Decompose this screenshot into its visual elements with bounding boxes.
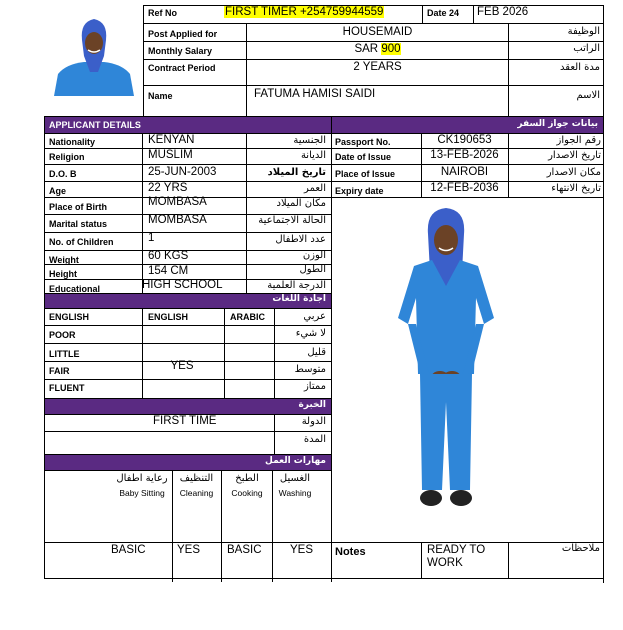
nationality-ar: الجنسية bbox=[293, 135, 326, 146]
ref-no-value: FIRST TIMER +254759944559 bbox=[225, 6, 384, 18]
place-of-issue-ar: مكان الاصدار bbox=[546, 167, 601, 178]
ref-no-label: Ref No bbox=[148, 8, 177, 18]
age-value: 22 YRS bbox=[148, 182, 188, 194]
contract-period-ar: مدة العقد bbox=[560, 62, 600, 73]
lang-fluent-label: FLUENT bbox=[49, 383, 85, 393]
skill-cleaning-value: YES bbox=[177, 544, 201, 556]
skill-babysitting-en: Baby Sitting bbox=[119, 488, 165, 498]
salary-currency: SAR bbox=[354, 43, 379, 55]
lang-poor-label: POOR bbox=[49, 330, 76, 340]
lang-fair-label: FAIR bbox=[49, 366, 70, 376]
post-applied-label: Post Applied for bbox=[148, 29, 218, 39]
religion-label: Religion bbox=[49, 152, 85, 162]
expiry-date-value: 12-FEB-2036 bbox=[430, 182, 499, 194]
lang-little-label: LITTLE bbox=[49, 349, 80, 359]
weight-label: Weight bbox=[49, 255, 79, 265]
contract-period-label: Contract Period bbox=[148, 63, 216, 73]
languages-col1: ENGLISH bbox=[49, 312, 90, 322]
applicant-details-bar: APPLICANT DETAILS bbox=[44, 117, 331, 133]
post-applied-value: HOUSEMAID bbox=[342, 26, 413, 38]
applicant-headshot-photo bbox=[44, 12, 144, 96]
languages-bar: اجادة اللغات bbox=[44, 293, 331, 308]
skill-washing-ar: الغسيل bbox=[279, 473, 311, 484]
education-label: Educational bbox=[49, 284, 101, 294]
passport-no-ar: رقم الجواز bbox=[556, 135, 601, 146]
applicant-full-body-photo bbox=[376, 206, 516, 516]
age-label: Age bbox=[49, 186, 67, 196]
name-value: FATUMA HAMISI SAIDI bbox=[254, 88, 376, 100]
experience-country-ar: الدولة bbox=[301, 416, 326, 427]
passport-details-bar: بيانات جواز السفر bbox=[331, 117, 603, 133]
marital-status-ar: الحالة الاجتماعية bbox=[258, 215, 326, 226]
name-label: Name bbox=[148, 91, 173, 101]
skill-washing-value: YES bbox=[290, 544, 314, 556]
skill-cleaning-en: Cleaning bbox=[179, 488, 214, 498]
education-ar: الدرجة العلمية bbox=[267, 280, 326, 291]
monthly-salary-label: Monthly Salary bbox=[148, 46, 213, 56]
experience-bar: الخبرة bbox=[44, 398, 331, 414]
expiry-date-label: Expiry date bbox=[335, 186, 384, 196]
place-of-issue-label: Place of Issue bbox=[335, 169, 396, 179]
place-of-birth-ar: مكان الميلاد bbox=[276, 198, 326, 209]
skill-cleaning-ar: التنظيف bbox=[179, 473, 214, 484]
height-value: 154 CM bbox=[148, 265, 189, 277]
children-value: 1 bbox=[148, 232, 155, 244]
height-label: Height bbox=[49, 269, 77, 279]
experience-country-value: FIRST TIME bbox=[153, 415, 217, 427]
languages-col2: ENGLISH bbox=[148, 312, 189, 322]
passport-no-label: Passport No. bbox=[335, 137, 391, 147]
post-applied-ar: الوظيفة bbox=[567, 26, 600, 37]
notes-ar: ملاحظات bbox=[561, 543, 600, 554]
skills-bar: مهارات العمل bbox=[44, 454, 331, 470]
lang-poor-ar: لا شيء bbox=[295, 328, 326, 339]
marital-status-value: MOMBASA bbox=[148, 214, 207, 226]
lang-fair-english: YES bbox=[170, 360, 194, 372]
weight-ar: الوزن bbox=[302, 250, 326, 261]
monthly-salary-ar: الراتب bbox=[573, 43, 600, 54]
religion-ar: الديانة bbox=[300, 150, 326, 161]
passport-no-value: CK190653 bbox=[437, 134, 492, 146]
salary-amount: 900 bbox=[381, 43, 401, 55]
children-label: No. of Children bbox=[49, 237, 114, 247]
notes-value: READY TO WORK bbox=[427, 544, 486, 569]
lang-fluent-ar: ممتاز bbox=[303, 381, 326, 392]
languages-col3: ARABIC bbox=[230, 312, 265, 322]
date-label: Date 24 bbox=[427, 8, 460, 18]
age-ar: العمر bbox=[304, 183, 326, 194]
skill-babysitting-ar: رعاية اطفال bbox=[116, 473, 168, 484]
height-ar: الطول bbox=[299, 264, 326, 275]
skill-babysitting-value: BASIC bbox=[111, 544, 146, 556]
experience-duration-ar: المدة bbox=[303, 434, 326, 445]
languages-col3-ar: عربي bbox=[303, 311, 326, 322]
dob-ar: تاريخ الميلاد bbox=[267, 167, 326, 178]
place-of-birth-value: MOMBASA bbox=[148, 196, 207, 208]
place-of-issue-value: NAIROBI bbox=[440, 166, 489, 178]
monthly-salary-value bbox=[246, 43, 509, 55]
date-of-issue-ar: تاريخ الاصدار bbox=[548, 150, 601, 161]
expiry-date-ar: تاريخ الانتهاء bbox=[551, 183, 601, 194]
children-ar: عدد الاطفال bbox=[275, 234, 326, 245]
education-value: HIGH SCHOOL bbox=[142, 279, 223, 291]
date-of-issue-label: Date of Issue bbox=[335, 152, 392, 162]
skill-cooking-ar: الطبخ bbox=[235, 473, 259, 484]
nationality-label: Nationality bbox=[49, 137, 96, 147]
religion-value: MUSLIM bbox=[148, 149, 193, 161]
skill-cooking-value: BASIC bbox=[227, 544, 262, 556]
skill-cooking-en: Cooking bbox=[231, 488, 263, 498]
lang-fair-ar: متوسط bbox=[294, 364, 326, 375]
place-of-birth-label: Place of Birth bbox=[49, 202, 108, 212]
dob-label: D.O. B bbox=[49, 169, 77, 179]
marital-status-label: Marital status bbox=[49, 219, 108, 229]
nationality-value: KENYAN bbox=[148, 134, 195, 146]
date-value: FEB 2026 bbox=[477, 6, 529, 18]
lang-little-ar: قليل bbox=[307, 347, 326, 358]
name-ar: الاسم bbox=[576, 90, 600, 101]
notes-label: Notes bbox=[335, 546, 366, 558]
skill-washing-en: Washing bbox=[278, 488, 312, 498]
date-of-issue-value: 13-FEB-2026 bbox=[430, 149, 499, 161]
weight-value: 60 KGS bbox=[148, 250, 189, 262]
dob-value: 25-JUN-2003 bbox=[148, 166, 217, 178]
contract-period-value: 2 YEARS bbox=[353, 61, 402, 73]
